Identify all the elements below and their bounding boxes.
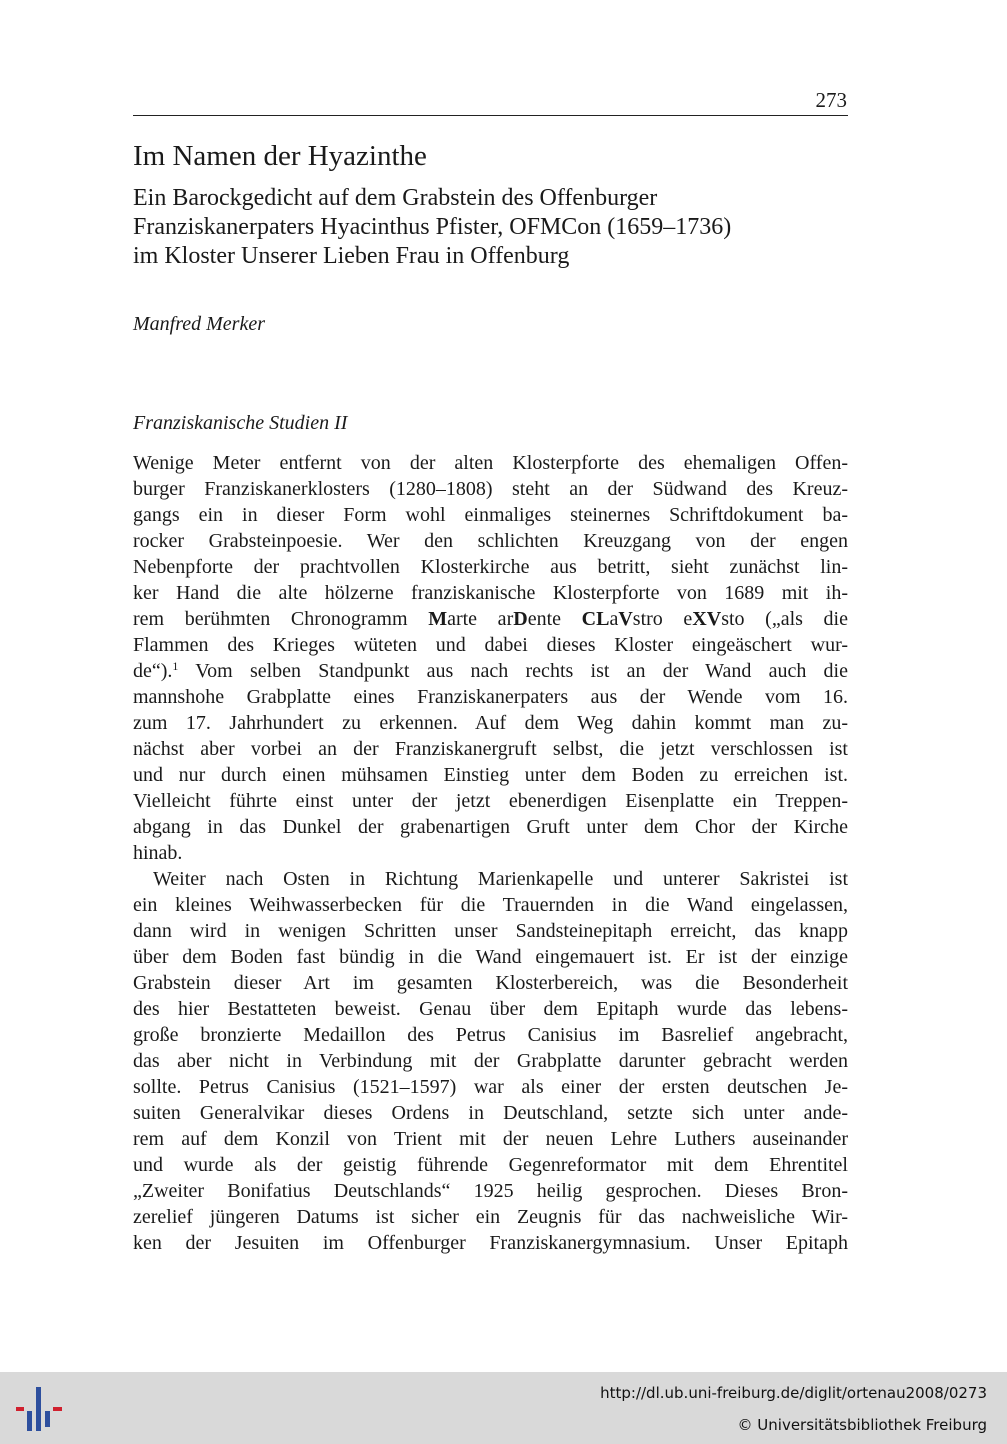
text-line: ein kleines Weihwasserbecken für die Trauernden in die Wand eingelassen,: [133, 894, 848, 916]
text-line: das aber nicht in Verbindung mit der Grabplatte darunter gebracht werden: [133, 1050, 848, 1072]
chronogram-text: arte ar: [447, 608, 514, 630]
subtitle-line: im Kloster Unserer Lieben Frau in Offenburg: [133, 243, 570, 269]
body-text: [133, 450, 848, 1256]
footnote-reference[interactable]: 1: [172, 659, 179, 673]
text-line: zerelief jüngeren Datums ist sicher ein Zeugnis für das nachweisliche Wir-: [133, 1206, 848, 1228]
chronogram-text: sto („als die: [721, 608, 848, 630]
text-segment: rem berühmten Chronogramm: [133, 608, 408, 630]
text-line: burger Franziskanerklosters (1280–1808) steht an der Südwand des Kreuz-: [133, 478, 848, 500]
text-line: Wenige Meter entfernt von der alten Klosterpforte des ehemaligen Offen-: [133, 452, 848, 474]
header-rule: [133, 115, 848, 116]
text-line: sollte. Petrus Canisius (1521–1597) war als einer der ersten deutschen Je-: [133, 1076, 848, 1098]
text-line: und nur durch einen mühsamen Einstieg unter dem Boden zu erreichen ist.: [133, 764, 848, 786]
subtitle-line: Ein Barockgedicht auf dem Grabstein des Offenburger: [133, 185, 658, 211]
text-line: nächst aber vorbei an der Franziskanergruft selbst, die jetzt verschlossen ist: [133, 738, 848, 760]
footer-copyright: © Universitätsbibliothek Freiburg: [737, 1416, 987, 1434]
text-line: abgang in das Dunkel der grabenartigen Gruft unter dem Chor der Kirche: [133, 816, 848, 838]
text-line: über dem Boden fast bündig in die Wand eingemauert ist. Er ist der einzige: [133, 946, 848, 968]
chronogram-letter: CL: [581, 608, 610, 630]
text-segment: Vom selben Standpunkt aus nach rechts ist an der Wand auch die: [178, 660, 848, 682]
chronogram-letter: V: [618, 608, 633, 630]
text-line: dann wird in wenigen Schritten unser Sandsteinepitaph erreicht, das knapp: [133, 920, 848, 942]
text-line: zum 17. Jahrhundert zu erkennen. Auf dem Weg dahin kommt man zu-: [133, 712, 848, 734]
text-line: rem auf dem Konzil von Trient mit der neuen Lehre Luthers auseinander: [133, 1128, 848, 1150]
text-line: gangs ein in dieser Form wohl einmaliges steinernes Schriftdokument ba-: [133, 504, 848, 526]
text-line: rocker Grabsteinpoesie. Wer den schlichten Kreuzgang von der engen: [133, 530, 848, 552]
text-line: hinab.: [133, 842, 183, 864]
text-line: des hier Bestatteten beweist. Genau über dem Epitaph wurde das lebens-: [133, 998, 848, 1020]
author-name: Manfred Merker: [133, 313, 265, 335]
text-line: große bronzierte Medaillon des Petrus Canisius im Basrelief angebracht,: [133, 1024, 848, 1046]
text-line: mannshohe Grabplatte eines Franziskanerpaters aus der Wende vom 16.: [133, 686, 848, 708]
chronogram-letter: XV: [692, 608, 722, 630]
section-heading: Franziskanische Studien II: [133, 412, 348, 434]
text-line: Flammen des Krieges wüteten und dabei dieses Kloster eingeäschert wur-: [133, 634, 848, 656]
text-segment: de“).: [133, 660, 173, 682]
chronogram-text: stro e: [632, 608, 693, 630]
ub-freiburg-logo-icon: [16, 1387, 62, 1431]
footer-url-link[interactable]: http://dl.ub.uni-freiburg.de/diglit/ortenau2008/0273: [600, 1384, 987, 1402]
subtitle-line: Franziskanerpaters Hyacinthus Pfister, OFMCon (1659–1736): [133, 214, 732, 240]
text-line: ken der Jesuiten im Offenburger Franziskanergymnasium. Unser Epitaph: [133, 1232, 848, 1254]
text-line: [133, 658, 848, 684]
text-line: ker Hand die alte hölzerne franziskanische Klosterpforte von 1689 mit ih-: [133, 582, 848, 604]
text-line: Vielleicht führte einst unter der jetzt ebenerdigen Eisenplatte ein Treppen-: [133, 790, 848, 812]
chronogram-text: ente: [527, 608, 582, 630]
text-line: Grabstein dieser Art im gesamten Klosterbereich, was die Besonderheit: [133, 972, 848, 994]
chronogram-letter: D: [513, 608, 528, 630]
page-number: 273: [815, 88, 847, 112]
article-subtitle: [133, 184, 848, 271]
text-line: suiten Generalvikar dieses Ordens in Deutschland, setzte sich unter ande-: [133, 1102, 848, 1124]
chronogram-text: a: [609, 608, 619, 630]
text-line: Nebenpforte der prachtvollen Klosterkirche aus betritt, sieht zunächst lin-: [133, 556, 848, 578]
text-line: Weiter nach Osten in Richtung Marienkapelle und unterer Sakristei ist: [153, 868, 848, 890]
article-title: Im Namen der Hyazinthe: [133, 140, 427, 172]
text-line: und wurde als der geistig führende Gegenreformator mit dem Ehrentitel: [133, 1154, 848, 1176]
footer-bar: [0, 1372, 1007, 1444]
chronogram-letter: M: [428, 608, 448, 630]
text-line: „Zweiter Bonifatius Deutschlands“ 1925 heilig gesprochen. Dieses Bron-: [133, 1180, 848, 1202]
text-line: [133, 606, 848, 632]
